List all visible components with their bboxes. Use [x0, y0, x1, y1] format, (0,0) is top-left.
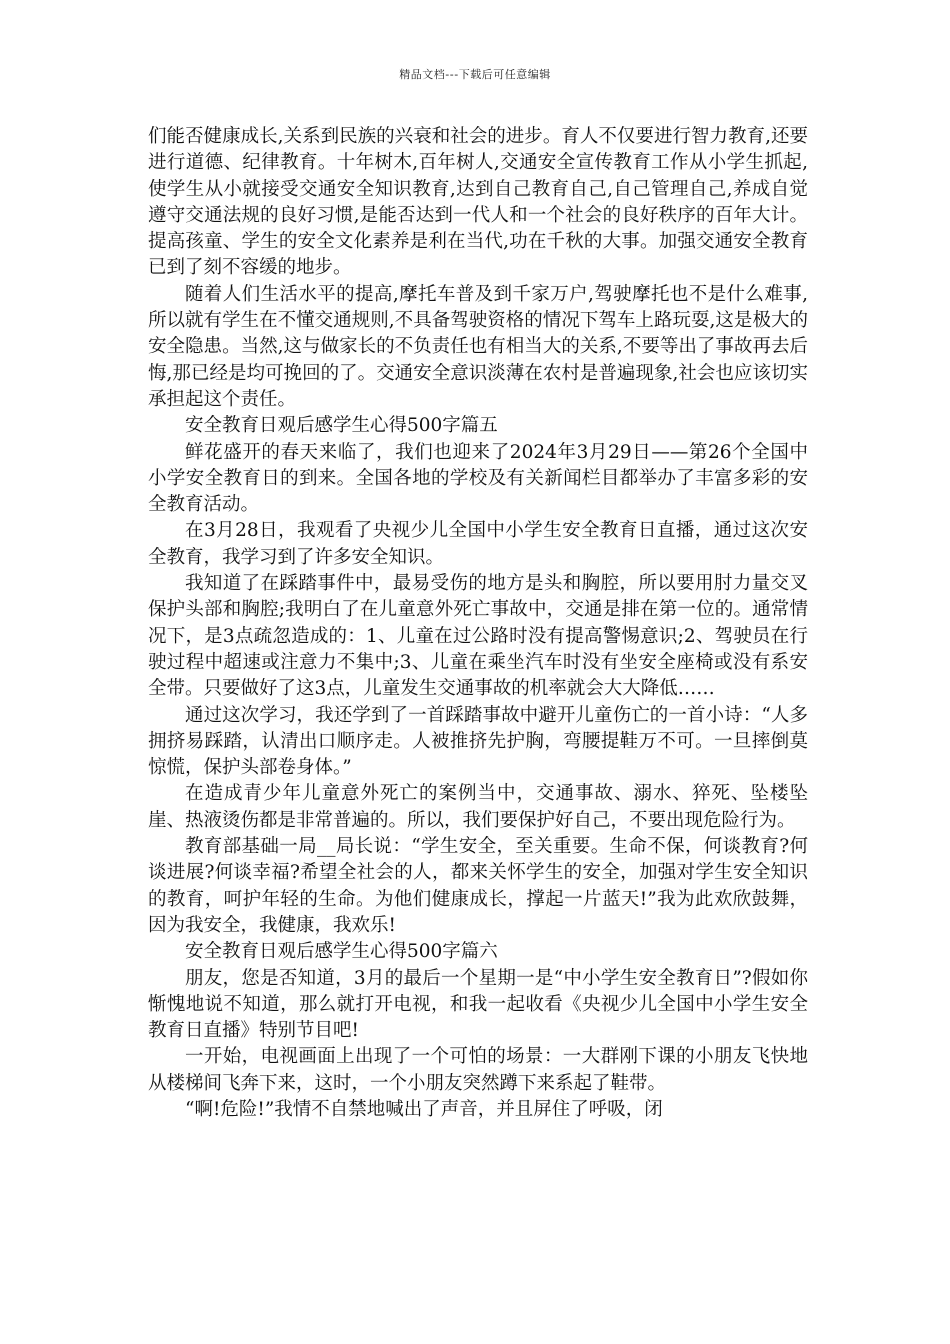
section-heading-6: 安全教育日观后感学生心得500字篇六: [185, 941, 498, 963]
paragraph: 教育部基础一局__局长说：“学生安全，至关重要。生命不保，何谈教育?何谈进展?何谈幸福?希望全社会的人，都来关怀学生的安全，加强对学生安全知识的教育，呵护年轻的生命。为他们健康成长，撑起一片蓝天!”我为此欢欣鼓舞，因为我安全，我健康，我欢乐!: [148, 836, 808, 936]
paragraph-continuation: 们能否健康成长,关系到民族的兴衰和社会的进步。育人不仅要进行智力教育,还要进行道德、纪律教育。十年树木,百年树人,交通安全宣传教育工作从小学生抓起,使学生从小就接受交通安全知识教育,达到自己教育自己,自己管理自己,养成自觉遵守交通法规的良好习惯,是能否达到一代人和一个社会的良好秩序的百年大计。提高孩童、学生的安全文化素养是利在当代,功在千秋的大事。加强交通安全教育已到了刻不容缓的地步。: [148, 126, 808, 279]
paragraph: 在3月28日，我观看了央视少儿全国中小学生安全教育日直播，通过这次安全教育，我学习到了许多安全知识。: [148, 520, 808, 568]
document-body: [148, 124, 808, 1123]
paragraph: 鲜花盛开的春天来临了，我们也迎来了2024年3月29日——第26个全国中小学安全教育日的到来。全国各地的学校及有关新闻栏目都举办了丰富多彩的安全教育活动。: [148, 441, 808, 516]
paragraph: 我知道了在踩踏事件中，最易受伤的地方是头和胸腔，所以要用肘力量交叉保护头部和胸腔;我明白了在儿童意外死亡事故中，交通是排在第一位的。通常情况下，是3点疏忽造成的：1、儿童在过公路时没有提高警惕意识;2、驾驶员在行驶过程中超速或注意力不集中;3、儿童在乘坐汽车时没有坐安全座椅或没有系安全带。只要做好了这3点，儿童发生交通事故的机率就会大大降低……: [148, 573, 808, 700]
paragraph: 一开始，电视画面上出现了一个可怕的场景：一大群刚下课的小朋友飞快地从楼梯间飞奔下来，这时，一个小朋友突然蹲下来系起了鞋带。: [148, 1046, 808, 1094]
paragraph: “啊!危险!”我情不自禁地喊出了声音，并且屏住了呼吸，闭: [185, 1098, 663, 1120]
section-heading-5: 安全教育日观后感学生心得500字篇五: [185, 415, 498, 437]
paragraph: 通过这次学习，我还学到了一首踩踏事故中避开儿童伤亡的一首小诗：“人多拥挤易踩踏，认清出口顺序走。人被推挤先护胸，弯腰提鞋万不可。一旦摔倒莫惊慌，保护头部卷身体。”: [148, 704, 808, 779]
paragraph: 在造成青少年儿童意外死亡的案例当中，交通事故、溺水、猝死、坠楼坠崖、热液烫伤都是非常普遍的。所以，我们要保护好自己，不要出现危险行为。: [148, 783, 808, 831]
paragraph: 朋友，您是否知道，3月的最后一个星期一是“中小学生安全教育日”?假如你惭愧地说不知道，那么就打开电视，和我一起收看《央视少儿全国中小学生安全教育日直播》特别节目吧!: [148, 967, 808, 1042]
page-header: 精品文档---下载后可任意编辑: [399, 68, 551, 81]
paragraph: 随着人们生活水平的提高,摩托车普及到千家万户,驾驶摩托也不是什么难事,所以就有学生在不懂交通规则,不具备驾驶资格的情况下驾车上路玩耍,这是极大的安全隐患。当然,这与做家长的不负责任也有相当大的关系,不要等出了事故再去后悔,那已经是均可挽回的了。交通安全意识淡薄在农村是普遍现象,社会也应该切实承担起这个责任。: [148, 283, 808, 410]
